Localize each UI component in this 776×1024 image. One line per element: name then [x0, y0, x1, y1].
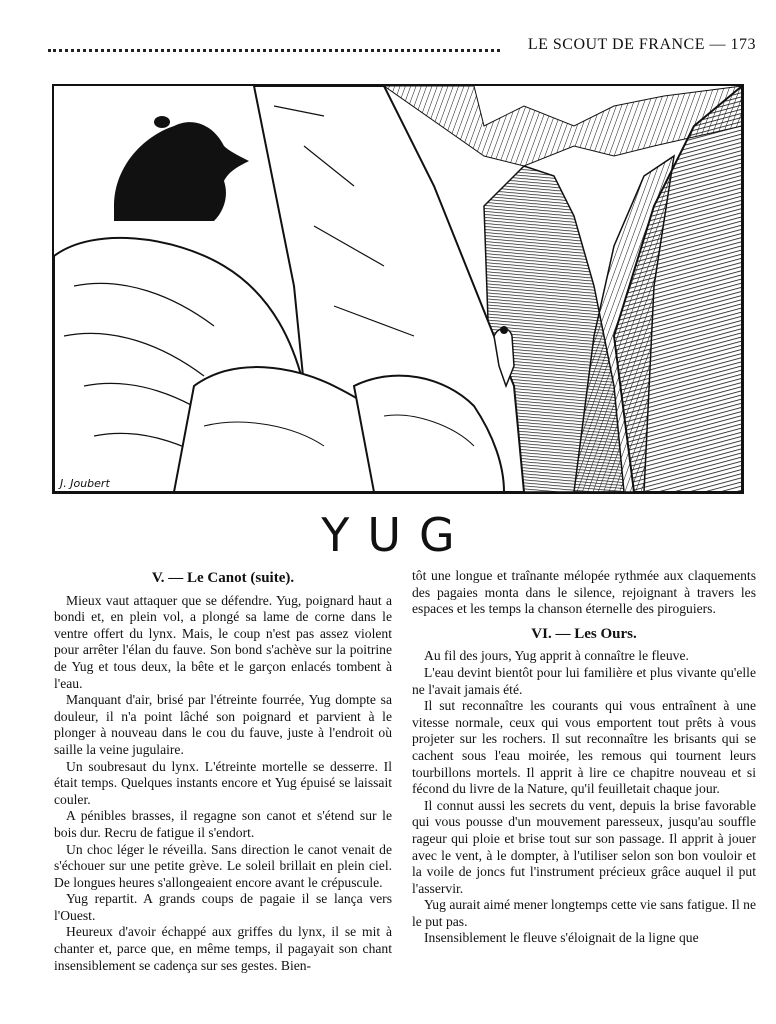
bear-silhouette — [114, 122, 249, 221]
paragraph: Un choc léger le réveilla. Sans direction le canot venait de s'échouer sur une petite grève. Le soleil brillait en plein ciel. De longues heures s'allongeaient encore avant le crépuscule. — [54, 841, 392, 890]
paragraph: Heureux d'avoir échappé aux griffes du lynx, il se mit à chanter et, parce que, en même temps, il pagayait son chant insensiblement se cadença sur ses gestes. Bien- — [54, 924, 392, 973]
dotted-leader — [48, 49, 500, 52]
paragraph: Au fil des jours, Yug apprit à connaître le fleuve. — [424, 648, 689, 664]
chapter-heading-vi: VI. — Les Ours. — [531, 625, 637, 642]
paragraph: Insensiblement le fleuve s'éloignait de la ligne que — [424, 930, 699, 946]
paragraph: Il connut aussi les secrets du vent, depuis la brise favorable qui vous pousse d'un mouvement paresseux, jusqu'au souffle rageur qui ploie et brise tout sur son passage. Il apprit à jouer avec le vent, à le dompter, à l'utiliser selon son bon vouloir et la voile de joncs fut l'instrument précieux grâce auquel il put l'asservir. — [412, 797, 756, 896]
paragraph: Mieux vaut attaquer que se défendre. Yug, poignard haut a bondi et, en plein vol, a plongé sa lame de corne dans le ventre offert du lynx. Mais, le coup n'est pas assez violent pour arrêter l'élan du fauve. Son bond s'achève sur la poitrine de Yug et tous deux, la bête et le garçon enlacés tombent à l'eau. — [54, 592, 392, 691]
running-title: LE SCOUT DE FRANCE — 173 — [527, 36, 756, 53]
ink-drawing — [54, 86, 742, 492]
article-title: YUG — [321, 508, 473, 562]
right-column — [412, 568, 756, 947]
page-header — [48, 36, 756, 56]
paragraph: Yug aurait aimé mener longtemps cette vie sans fatigue. Il ne le put pas. — [412, 897, 756, 929]
paragraph: Manquant d'air, brisé par l'étreinte fourrée, Yug dompte sa douleur, il n'a point lâché son poignard et parvient à le plonger à nouveau dans le cou du fauve, juste à l'endroit où saille la veine jugulaire. — [54, 692, 392, 757]
paragraph: L'eau devint bientôt pour lui familière et plus vivante qu'elle ne l'avait jamais été. — [412, 664, 756, 697]
paragraph: Un soubresaut du lynx. L'étreinte mortelle se desserre. Il était temps. Quelques instants encore et Yug épuisé se laissait couler. — [54, 758, 392, 807]
paragraph: Yug repartit. A grands coups de pagaie il se lança vers l'Ouest. — [54, 891, 392, 923]
illustration-bear-canyon — [52, 84, 744, 494]
artist-signature: J. Joubert — [60, 477, 110, 490]
bear-ear — [154, 116, 170, 128]
paragraph: A pénibles brasses, il regagne son canot et s'étend sur le bois dur. Recru de fatigue il s'endort. — [54, 808, 392, 840]
left-column — [54, 570, 392, 974]
paragraph-continuation: tôt une longue et traînante mélopée rythmée aux claquements des pagaies monta dans le silence, rejoignant à travers les espaces et les temps la chanson éternelle des piroguiers. — [412, 568, 756, 617]
paragraph: Il sut reconnaître les courants qui vous entraînent à une vitesse normale, ceux qui vous emportent tout prêts à vous projeter sur les rochers. Il sut reconnaître les brisants qui se cachent sous l'eau moirée, les remous qui tournent leurs tourbillons mortels. Il apprit à lire ce chapitre nouveau et si fécond du livre de la Nature, qu'il feuilletait chaque jour. — [412, 698, 756, 797]
chapter-heading-v: V. — Le Canot (suite). — [151, 570, 295, 586]
